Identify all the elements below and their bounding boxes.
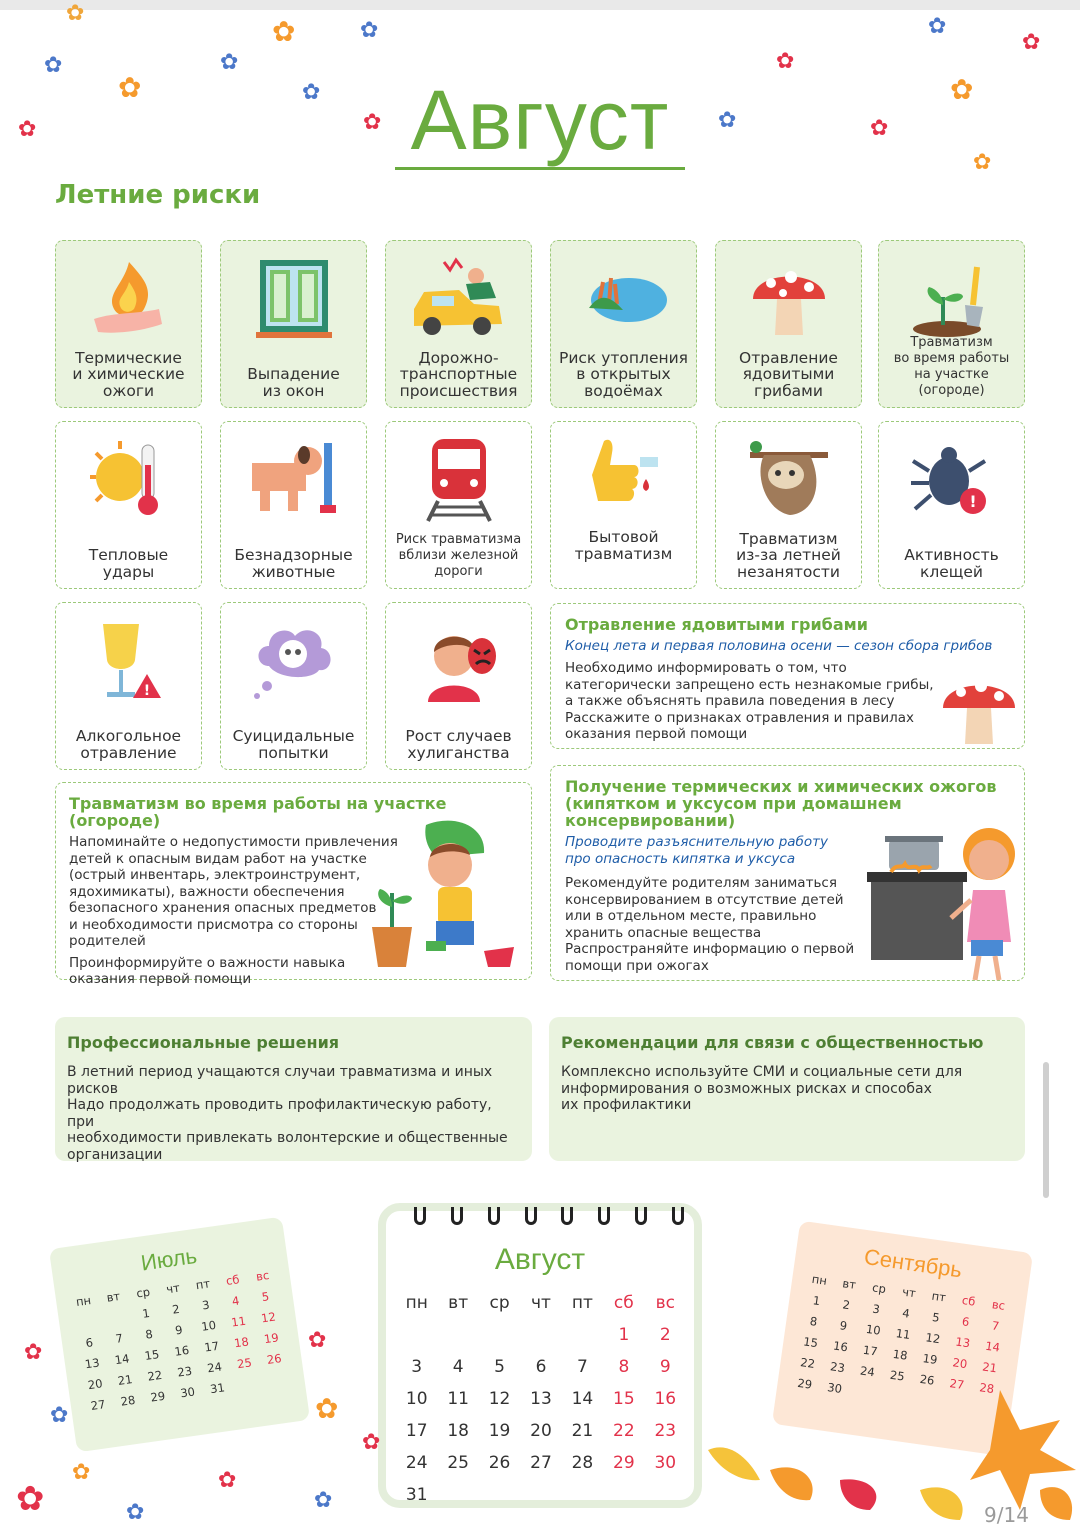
risk-tile <box>878 240 1025 408</box>
calendar-day <box>396 1319 437 1351</box>
calendar-day: 22 <box>146 1367 164 1384</box>
calendar-day: 1 <box>618 1325 630 1345</box>
flower-icon: ✿ <box>66 1 85 26</box>
calendar-day <box>479 1319 520 1351</box>
ring-icon <box>414 1207 426 1225</box>
garden-info-box <box>55 782 532 987</box>
weekday-header: вс <box>255 1268 271 1284</box>
calendar-day <box>437 1479 478 1511</box>
tick-bug-icon <box>879 432 1024 528</box>
flower-icon: ✿ <box>870 116 889 141</box>
calendar-day: 21 <box>571 1421 594 1441</box>
weekday-header: вт <box>105 1288 121 1305</box>
calendar-day: 1 <box>811 1293 822 1309</box>
calendar-august <box>378 1203 702 1508</box>
calendar-day: 8 <box>808 1314 819 1329</box>
weekday-header: сб <box>961 1292 977 1309</box>
flower-icon: ✿ <box>718 108 737 133</box>
weekday-header: пн <box>75 1293 92 1310</box>
weekday-header: вс <box>991 1297 1006 1313</box>
flower-icon: ✿ <box>24 1340 43 1365</box>
calendar-day: 31 <box>405 1485 428 1505</box>
calendar-day: 19 <box>921 1351 939 1367</box>
calendar-day: 21 <box>981 1359 998 1376</box>
ring-icon <box>598 1207 610 1225</box>
mushroom-info-box <box>550 603 1025 749</box>
calendar-day: 26 <box>266 1351 283 1368</box>
public-relations-panel <box>549 1017 1025 1161</box>
calendar-day: 26 <box>918 1371 936 1388</box>
mushroom-icon <box>939 670 1019 750</box>
calendar-day: 2 <box>171 1301 181 1317</box>
calendar-day: 6 <box>961 1314 971 1330</box>
mushroom-icon <box>716 251 861 347</box>
calendar-day: 4 <box>231 1293 241 1309</box>
ring-icon <box>635 1207 647 1225</box>
flower-icon: ✿ <box>218 1468 237 1493</box>
flower-icon: ✿ <box>220 50 239 75</box>
calendar-day: 12 <box>924 1330 942 1347</box>
calendar-day: 24 <box>206 1359 223 1376</box>
tile-label: Травматизм во время работы на участке (огороде) <box>893 335 1010 398</box>
calendar-day <box>261 1368 294 1393</box>
calendar-day: 19 <box>263 1330 280 1347</box>
calendar-day: 27 <box>530 1453 552 1473</box>
risk-tile <box>55 240 202 408</box>
injured-thumb-icon <box>551 426 696 522</box>
calendar-day: 12 <box>260 1309 277 1326</box>
calendar-day: 14 <box>113 1351 131 1368</box>
calendar-day: 7 <box>990 1318 1001 1334</box>
flower-icon: ✿ <box>44 53 63 78</box>
calendar-day: 17 <box>203 1338 220 1355</box>
section-title: Летние риски <box>55 180 261 210</box>
flower-icon: ✿ <box>126 1500 145 1525</box>
calendar-day: 16 <box>654 1389 677 1409</box>
calendar-day: 24 <box>859 1363 876 1380</box>
flower-icon: ✿ <box>272 15 296 48</box>
calendar-day: 19 <box>488 1421 511 1441</box>
calendar-day: 25 <box>236 1355 253 1372</box>
flower-icon: ✿ <box>928 14 947 39</box>
calendar-day: 17 <box>405 1421 428 1441</box>
weekday-header: вс <box>655 1293 675 1313</box>
tile-label: Безнадзорные животные <box>234 546 353 581</box>
skull-cloud-icon <box>221 613 366 709</box>
weekday-header: чт <box>901 1284 917 1301</box>
garden-shovel-icon <box>879 251 1024 347</box>
calendar-day: 10 <box>200 1317 217 1334</box>
weekday-header: пн <box>405 1293 428 1313</box>
panel-title: Профессиональные решения <box>67 1033 340 1052</box>
calendar-day: 13 <box>530 1389 552 1409</box>
risk-tile <box>715 421 862 589</box>
calendar-day: 26 <box>488 1453 511 1473</box>
burned-hand-icon <box>56 251 201 347</box>
risk-tile <box>220 602 367 770</box>
calendar-rings <box>414 1207 684 1225</box>
ring-icon <box>561 1207 573 1225</box>
tile-label: Выпадение из окон <box>247 365 340 400</box>
weekday-header: пт <box>194 1276 211 1293</box>
top-bar <box>0 0 1080 10</box>
calendar-day: 5 <box>260 1289 271 1305</box>
tile-label: Алкогольное отравление <box>75 727 182 762</box>
calendar-day: 12 <box>488 1389 511 1409</box>
calendar-day: 11 <box>230 1313 247 1330</box>
calendar-day: 2 <box>659 1325 671 1345</box>
calendar-day: 20 <box>530 1421 552 1441</box>
flower-icon: ✿ <box>360 18 379 43</box>
calendar-day: 10 <box>865 1321 882 1338</box>
calendar-day: 30 <box>179 1384 196 1401</box>
flower-icon: ✿ <box>950 73 974 106</box>
box-text: Необходимо информировать о том, что категорически запрещено есть незнакомые грибы, а также объяснять правила поведения в лесу Расскажите о признаках отравления и правилах оказания первой помощи <box>565 660 934 742</box>
box-subtitle: Проводите разъяснительную работу про опасность кипятка и уксуса <box>565 834 828 867</box>
calendar-day: 22 <box>799 1355 816 1372</box>
weekday-header: ср <box>135 1284 151 1301</box>
risk-tile <box>385 602 532 770</box>
ring-icon <box>451 1207 463 1225</box>
calendar-day: 15 <box>802 1334 819 1351</box>
alcohol-glass-icon <box>56 613 201 709</box>
calendar-day: 25 <box>889 1367 906 1384</box>
calendar-day: 23 <box>829 1359 846 1376</box>
page-title: Август <box>410 73 670 167</box>
tile-label: Отравление ядовитыми грибами <box>739 348 838 400</box>
flower-icon: ✿ <box>16 1479 45 1519</box>
calendar-day: 27 <box>948 1376 966 1392</box>
risk-tile <box>715 240 862 408</box>
calendar-day: 29 <box>796 1375 814 1392</box>
calendar-day: 3 <box>201 1297 211 1313</box>
weekday-header: ср <box>871 1280 887 1297</box>
calendar-day: 20 <box>951 1355 969 1372</box>
flower-icon: ✿ <box>50 1403 69 1428</box>
calendar-day: 23 <box>654 1421 677 1441</box>
calendar-day: 6 <box>535 1357 547 1377</box>
calendar-day: 18 <box>447 1421 469 1441</box>
calendar-day <box>437 1319 478 1351</box>
risk-tile <box>550 421 697 589</box>
calendar-day: 4 <box>901 1305 911 1321</box>
calendar-day: 30 <box>826 1380 843 1396</box>
flower-icon: ✿ <box>308 1328 327 1353</box>
tile-label: Риск травматизма вблизи железной дороги <box>395 532 522 579</box>
flower-icon: ✿ <box>363 110 382 135</box>
calendar-day: 3 <box>411 1357 423 1377</box>
calendar-day: 30 <box>654 1453 677 1473</box>
flower-icon: ✿ <box>315 1392 339 1425</box>
risk-tile <box>55 602 202 770</box>
calendar-day: 17 <box>862 1342 879 1359</box>
calendar-day: 7 <box>114 1330 124 1346</box>
pond-icon <box>551 251 696 347</box>
flower-icon: ✿ <box>362 1430 381 1455</box>
risk-tile <box>385 421 532 589</box>
calendar-day: 28 <box>571 1453 594 1473</box>
flower-icon: ✿ <box>1022 30 1041 55</box>
calendar-day: 18 <box>891 1346 909 1363</box>
calendar-title: Июль <box>139 1242 199 1276</box>
title-underline <box>395 167 685 170</box>
calendar-day: 11 <box>894 1326 912 1342</box>
flower-icon: ✿ <box>72 1460 91 1485</box>
calendar-day: 1 <box>141 1306 151 1321</box>
calendar-day: 8 <box>144 1326 154 1342</box>
weekday-header: сб <box>613 1293 634 1313</box>
calendar-day: 24 <box>405 1453 428 1473</box>
calendar-day: 9 <box>838 1318 849 1334</box>
ring-icon <box>525 1207 537 1225</box>
calendar-day: 25 <box>447 1453 469 1473</box>
train-icon <box>386 432 531 528</box>
calendar-day: 15 <box>613 1389 635 1409</box>
tile-label: Дорожно- транспортные происшествия <box>399 348 518 400</box>
flower-icon: ✿ <box>314 1488 333 1513</box>
risk-tile <box>55 421 202 589</box>
calendar-day: 2 <box>841 1297 851 1313</box>
calendar-day <box>562 1319 603 1351</box>
calendar-day: 16 <box>832 1338 849 1355</box>
weekday-header: чт <box>531 1293 551 1313</box>
calendar-day: 18 <box>233 1334 250 1351</box>
calendar-day: 22 <box>613 1421 635 1441</box>
risk-tile <box>220 240 367 408</box>
tile-label: Активность клещей <box>904 546 999 581</box>
calendar-day: 11 <box>447 1389 469 1409</box>
calendar-day: 8 <box>618 1357 630 1377</box>
weekday-header: чт <box>165 1280 181 1297</box>
box-title: Травматизм во время работы на участке (огороде) <box>69 794 447 830</box>
calendar-day <box>603 1479 644 1511</box>
weekday-header: ср <box>489 1293 510 1313</box>
calendar-day: 5 <box>494 1357 505 1377</box>
box-title: Отравление ядовитыми грибами <box>565 615 868 634</box>
box-text: Напоминайте о недопустимости привлечения детей к опасным видам работ на участке (острый инвентарь, электроинструмент, ядохимикаты), важности обеспечения безопасного хранения опасных предметов и необходимости присмотра со стороны родителей <box>69 834 398 949</box>
weekday-header: вт <box>841 1276 857 1292</box>
stove-girl-icon <box>867 810 1025 990</box>
risk-tile <box>220 421 367 589</box>
calendar-day: 13 <box>84 1355 101 1372</box>
panel-text: Комплексно используйте СМИ и социальные сети для информирования о возможных рисках и способах их профилактики <box>561 1064 963 1113</box>
calendar-day: 21 <box>116 1372 134 1388</box>
box-title: Получение термических и химических ожогов (кипятком и уксусом при домашнем консервировании) <box>565 777 997 830</box>
stray-dog-icon <box>221 432 366 528</box>
calendar-day: 28 <box>119 1392 137 1409</box>
tile-label: Суицидальные попытки <box>232 727 355 762</box>
risk-tile <box>550 240 697 408</box>
calendar-day: 10 <box>405 1389 428 1409</box>
calendar-grid <box>67 1264 293 1418</box>
calendar-day: 7 <box>577 1357 588 1377</box>
calendar-day: 6 <box>84 1335 94 1351</box>
calendar-day: 14 <box>984 1338 1001 1355</box>
sun-thermometer-icon <box>56 432 201 528</box>
calendar-july <box>49 1217 310 1453</box>
flower-icon: ✿ <box>18 117 37 142</box>
box-text: Рекомендуйте родителям заниматься консервированием в отсутствие детей или в отдельном месте, правильно хранить опасные вещества Распространяйте информацию о первой помощи при ожогах <box>565 875 855 974</box>
calendar-day <box>520 1479 561 1511</box>
calendar-day <box>562 1479 603 1511</box>
calendar-day: 29 <box>613 1453 635 1473</box>
gardening-boy-icon <box>366 817 526 981</box>
tile-label: Риск утопления в открытых водоёмах <box>558 348 689 400</box>
calendar-day: 29 <box>149 1388 167 1405</box>
tile-label: Рост случаев хулиганства <box>405 727 512 762</box>
flower-icon: ✿ <box>973 150 992 175</box>
calendar-day: 14 <box>571 1389 594 1409</box>
calendar-day: 4 <box>452 1357 464 1377</box>
calendar-day: 13 <box>954 1334 972 1351</box>
calendar-title: Сентябрь <box>862 1244 964 1283</box>
tile-label: Травматизм из-за летней незанятости <box>736 529 841 581</box>
calendar-grid <box>396 1287 686 1511</box>
calendar-day: 5 <box>931 1310 941 1325</box>
weekday-header: пт <box>571 1293 593 1313</box>
calendar-day <box>645 1479 686 1511</box>
weekday-header: пт <box>930 1288 947 1305</box>
svg-text:!: ! <box>968 492 977 511</box>
flower-icon: ✿ <box>118 71 142 104</box>
burns-info-box <box>550 765 1025 981</box>
calendar-day <box>520 1319 561 1351</box>
calendar-day: 27 <box>89 1397 107 1413</box>
panel-text: В летний период учащаются случаи травматизма и иных рисков Надо продолжать проводить профилактическую работу, при необходимости привлекать волонтерские и общественные организации <box>67 1064 508 1163</box>
calendar-day <box>479 1479 520 1511</box>
mask-boy-icon <box>386 613 531 709</box>
calendar-day: 20 <box>86 1376 104 1393</box>
weekday-header: пн <box>810 1271 828 1288</box>
flower-icon: ✿ <box>302 80 321 105</box>
scrollbar[interactable] <box>1043 1062 1049 1198</box>
ring-icon <box>488 1207 500 1225</box>
calendar-day: 9 <box>659 1357 671 1377</box>
ring-icon <box>672 1207 684 1225</box>
risk-tile <box>878 421 1025 589</box>
professional-solutions-panel <box>55 1017 532 1161</box>
tile-label: Тепловые удары <box>88 546 169 581</box>
box-subtitle: Конец лета и первая половина осени — сезон сбора грибов <box>565 638 993 654</box>
window-icon <box>221 251 366 347</box>
weekday-header: сб <box>225 1272 241 1288</box>
calendar-day: 16 <box>173 1342 191 1359</box>
panel-title: Рекомендации для связи с общественностью <box>561 1033 984 1052</box>
svg-text:!: ! <box>143 683 150 699</box>
page-number: 9/14 <box>984 1503 1029 1527</box>
calendar-day: 9 <box>174 1322 184 1338</box>
flower-icon: ✿ <box>776 49 795 74</box>
calendar-day: 31 <box>209 1380 226 1397</box>
car-accident-icon <box>386 251 531 347</box>
calendar-title: Август <box>494 1243 586 1276</box>
box-text: Проинформируйте о важности навыка оказания первой помощи <box>69 954 346 987</box>
calendar-day: 15 <box>143 1347 161 1363</box>
tile-label: Термические и химические ожоги <box>72 348 185 400</box>
weekday-header: вт <box>448 1293 469 1313</box>
calendar-day: 28 <box>978 1380 996 1397</box>
calendar-day <box>231 1372 264 1397</box>
sloth-icon <box>716 432 861 528</box>
tile-label: Бытовой травматизм <box>574 528 673 563</box>
risk-tile <box>385 240 532 408</box>
calendar-day: 3 <box>871 1301 881 1317</box>
calendar-day: 23 <box>176 1363 193 1380</box>
